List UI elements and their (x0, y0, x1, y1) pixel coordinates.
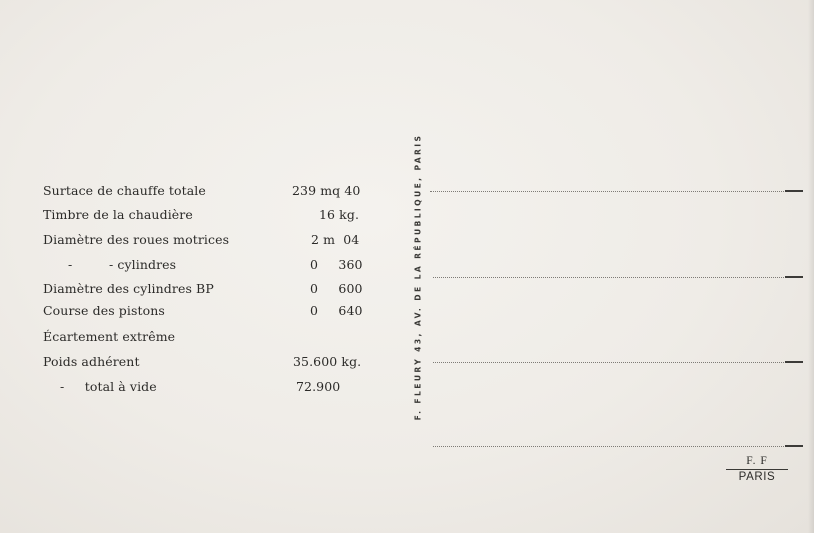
spec-row (0, 377, 400, 397)
spec-label: Diamètre des roues motrices (43, 232, 230, 247)
publisher-mark (726, 454, 788, 485)
spec-value: 239 mq 40 (292, 183, 361, 198)
address-line (433, 446, 802, 447)
spec-row (0, 181, 400, 201)
spec-row (0, 352, 400, 372)
spec-row (0, 301, 400, 321)
spec-value: 16 kg. (319, 207, 360, 222)
spec-label: Surtace de chauffe totale (43, 183, 206, 198)
spec-value: 0 600 (310, 281, 363, 296)
spec-value: 0 360 (310, 257, 363, 272)
address-line (433, 362, 802, 363)
spec-row (0, 279, 400, 299)
spec-row (0, 255, 400, 275)
spec-label: Course des pistons (43, 303, 165, 318)
spec-value: 2 m 04 (311, 232, 360, 247)
spec-value: 35.600 kg. (293, 354, 362, 369)
spec-row (0, 327, 400, 347)
spec-value: 72.900 (296, 379, 341, 394)
address-line (433, 277, 802, 278)
spec-label: Poids adhérent (43, 354, 140, 369)
spec-row (0, 230, 400, 250)
spec-label: - total à vide (60, 379, 157, 394)
publisher-initials: F. F (726, 454, 788, 470)
spec-label: Écartement extrême (43, 329, 176, 344)
printer-imprint-text: F. FLEURY 43, AV. DE LA RÉPUBLIQUE, PARIS (413, 133, 423, 421)
spec-label: Timbre de la chaudière (43, 207, 193, 222)
locomotive-specifications (0, 0, 400, 533)
address-line (430, 191, 802, 192)
spec-label: Diamètre des cylindres BP (43, 281, 214, 296)
spec-row (0, 205, 400, 225)
spec-label: - - cylindres (68, 257, 177, 272)
publisher-city: PARIS (738, 471, 776, 483)
spec-value: 0 640 (310, 303, 363, 318)
